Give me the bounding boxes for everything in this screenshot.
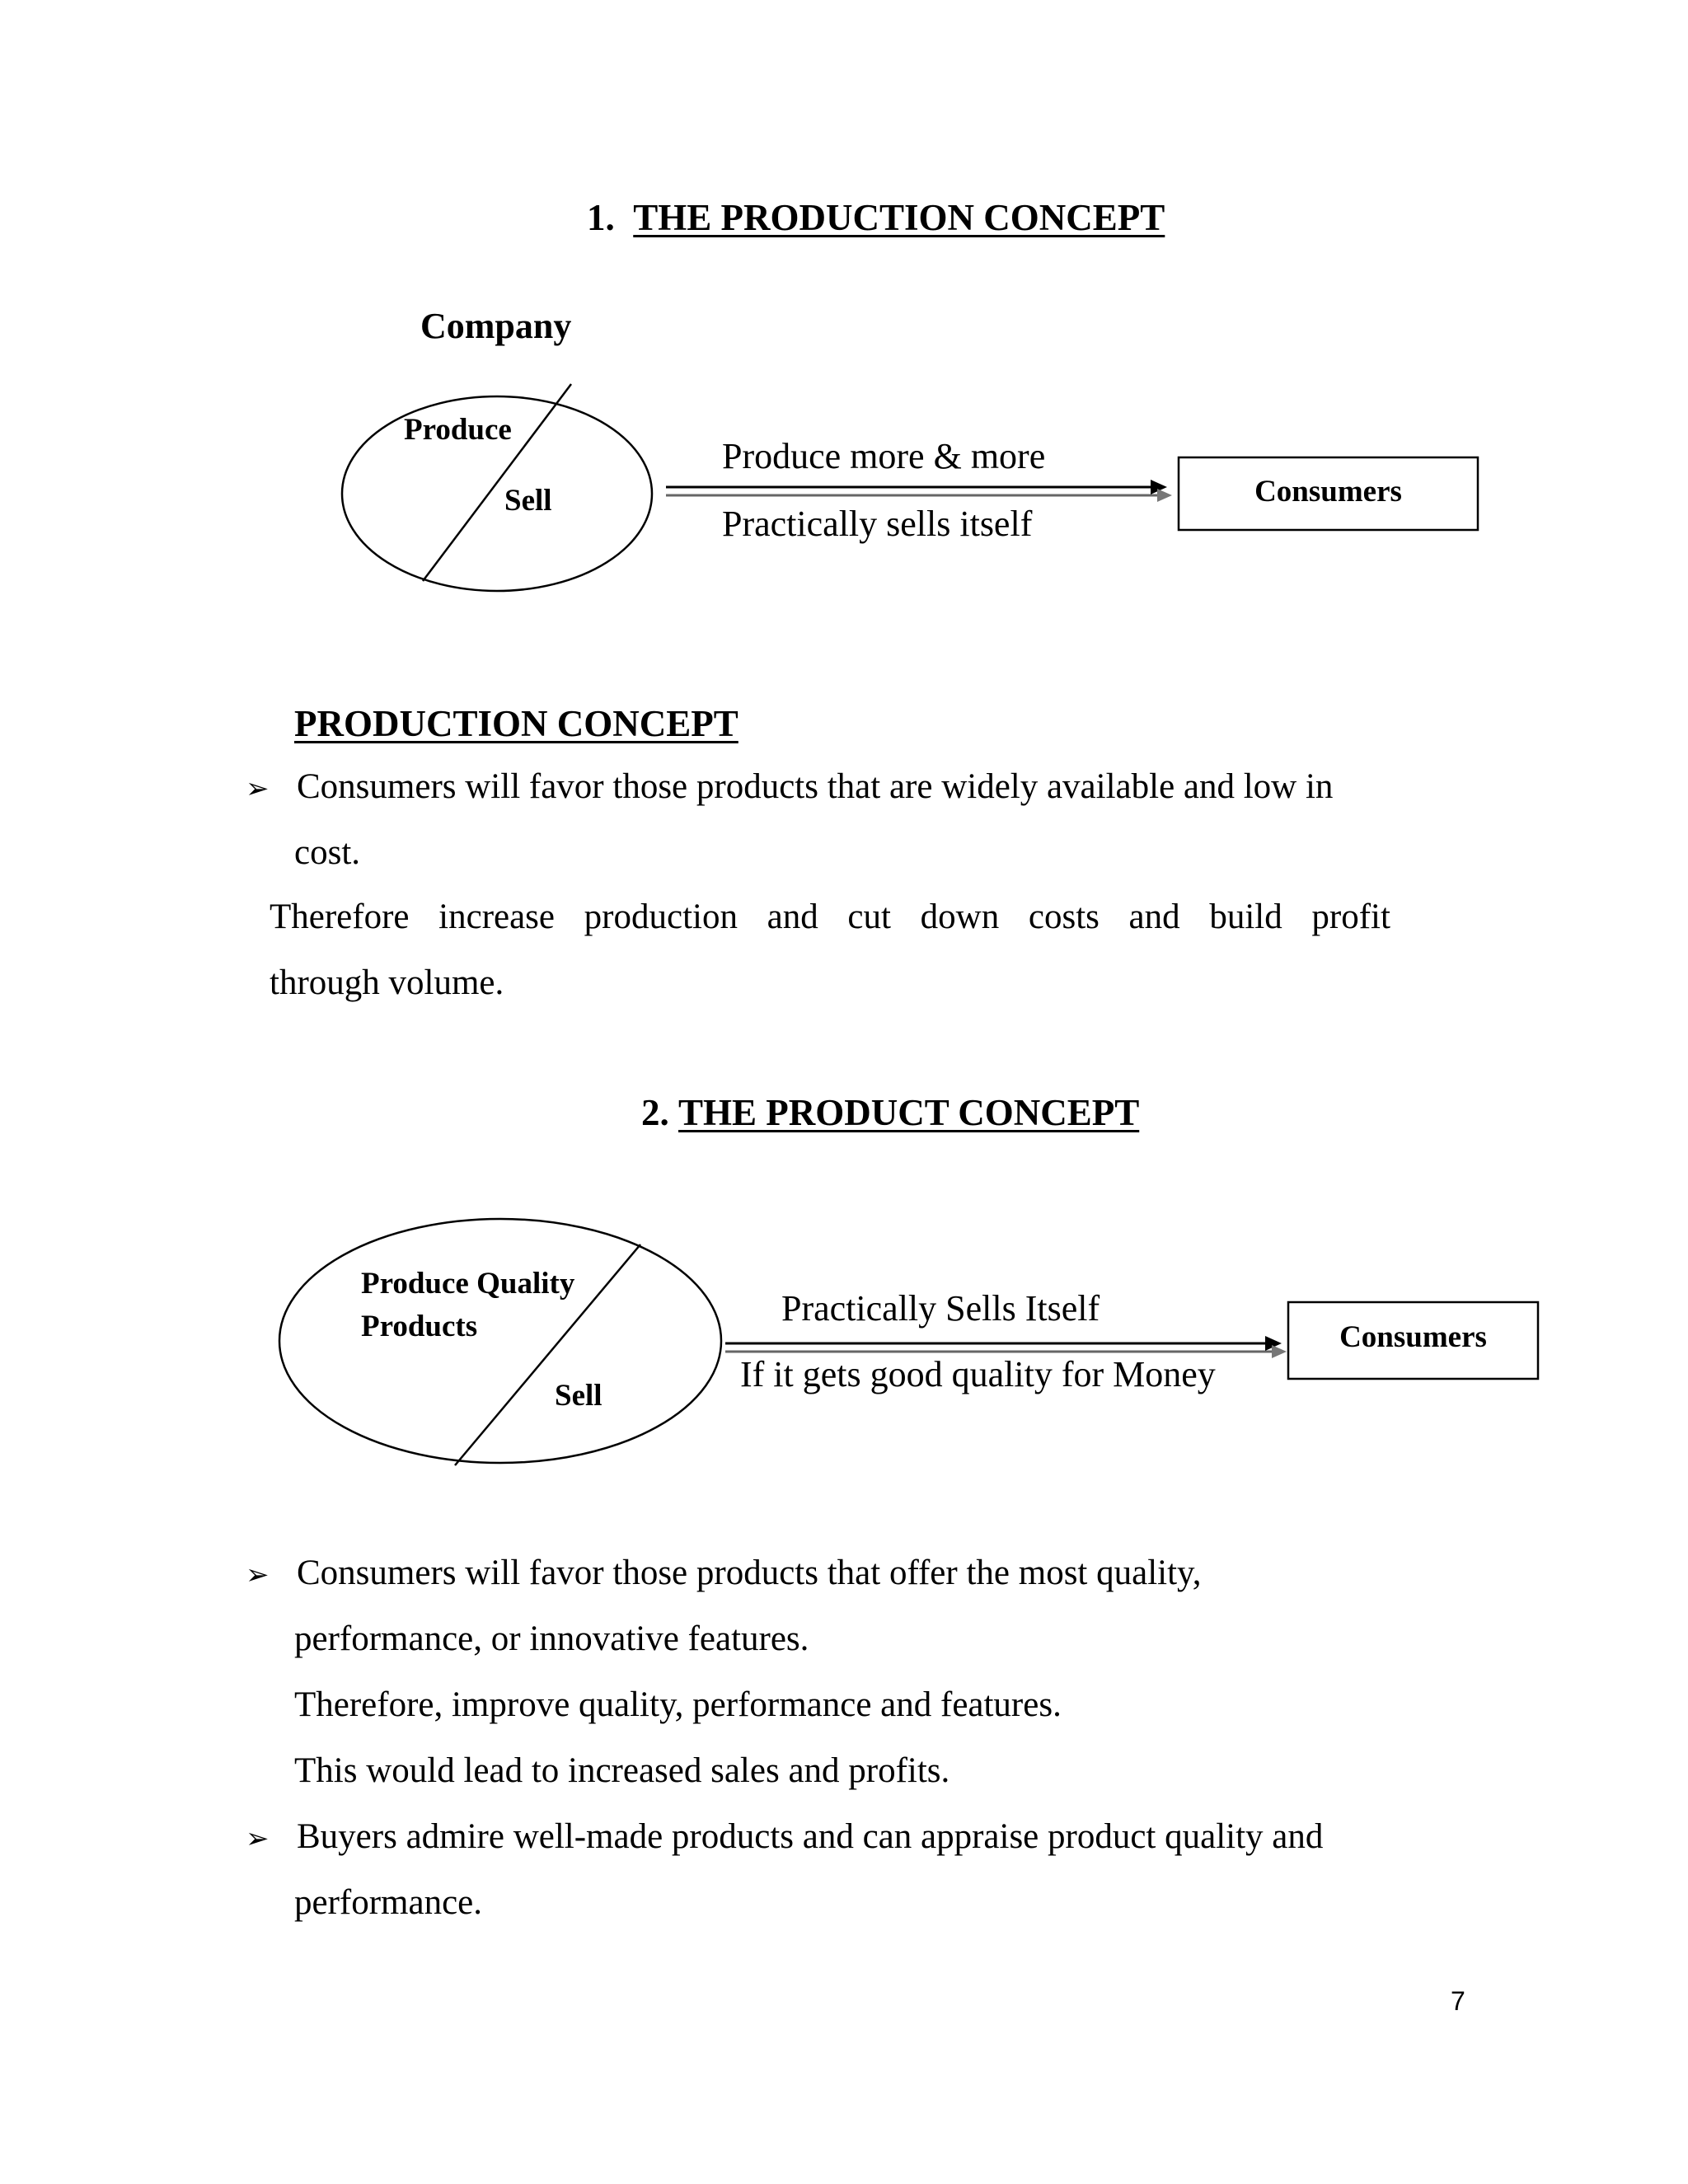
arrow-label-above: Produce more & more [722, 436, 1046, 476]
word: increase [438, 898, 555, 936]
arrow-head-shadow-2 [1272, 1345, 1287, 1358]
word: down [920, 898, 1000, 936]
word: profit [1311, 898, 1390, 936]
consumers-label-1: Consumers [1254, 475, 1402, 509]
paragraph-line-2: through volume. [270, 963, 504, 1002]
bullet-2-line-4: This would lead to increased sales and profits. [294, 1751, 950, 1790]
section2-number: 2. [641, 1092, 669, 1133]
bullet-3-line-1: Buyers admire well-made products and can appraise product quality and [297, 1817, 1324, 1856]
bullet-2-line-2: performance, or innovative features. [294, 1619, 809, 1658]
bullet-2 [246, 1553, 1202, 1593]
word: and [767, 898, 818, 936]
ellipse-label-sell: Sell [504, 484, 552, 518]
ellipse-label-products: Products [361, 1310, 478, 1343]
arrow-label-below-2: If it gets good quality for Money [740, 1354, 1216, 1394]
arrow-label-below: Practically sells itself [722, 504, 1033, 544]
ellipse-label-sell-2: Sell [555, 1379, 603, 1413]
bullet-arrow-icon: ➢ [246, 1558, 270, 1591]
company-label: Company [420, 306, 572, 346]
consumers-label-2: Consumers [1339, 1320, 1487, 1354]
word: costs [1028, 898, 1100, 936]
bullet-2-line-3: Therefore, improve quality, performance and features. [294, 1685, 1062, 1724]
ellipse-label-produce: Produce [404, 413, 512, 447]
section1-number: 1. [587, 197, 615, 238]
production-concept-subheading: PRODUCTION CONCEPT [294, 703, 738, 744]
word: production [584, 898, 738, 936]
bullet-arrow-icon: ➢ [246, 772, 270, 805]
section2-title: THE PRODUCT CONCEPT [678, 1092, 1140, 1133]
bullet-2-line-1: Consumers will favor those products that offer the most quality, [297, 1554, 1202, 1592]
word: cut [847, 898, 891, 936]
ellipse-label-produce-quality: Produce Quality [361, 1267, 575, 1301]
arrow-label-above-2: Practically Sells Itself [781, 1288, 1100, 1329]
bullet-arrow-icon: ➢ [246, 1822, 270, 1855]
bullet-3-line-2: performance. [294, 1883, 482, 1922]
paragraph-line-1 [270, 897, 1390, 937]
bullet-1-line-1: Consumers will favor those products that are widely available and low in [297, 767, 1334, 806]
section2-heading [641, 1091, 1139, 1134]
word: and [1128, 898, 1180, 936]
bullet-3 [246, 1816, 1323, 1857]
arrow-head-shadow [1157, 489, 1172, 502]
word: build [1209, 898, 1282, 936]
word: Therefore [270, 898, 410, 936]
bullet-1-line-2: cost. [294, 833, 361, 872]
page-number: 7 [1451, 1986, 1465, 2016]
section1-title: THE PRODUCTION CONCEPT [633, 197, 1165, 238]
product-ellipse [279, 1219, 721, 1463]
bullet-1 [246, 766, 1333, 807]
